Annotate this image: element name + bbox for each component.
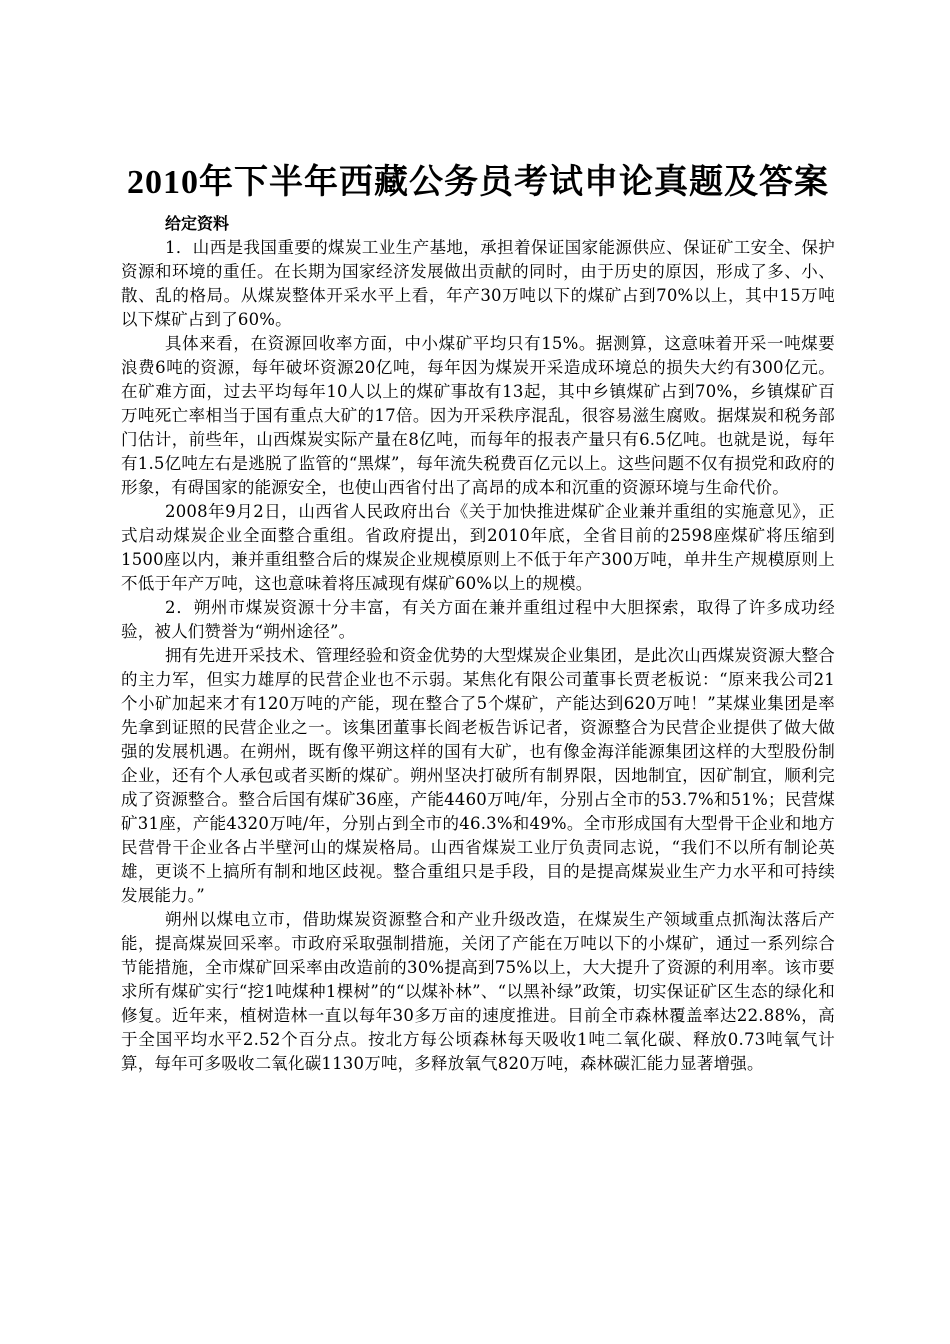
paragraph-3: 2008年9月2日，山西省人民政府出台《关于加快推进煤矿企业兼并重组的实施意见》，正式启动煤炭企业全面整合重组。省政府提出，到2010年底，全省目前的2598座煤矿将压缩到1500座以内，兼并重组整合后的煤炭企业规模原则上不低于年产300万吨，单井生产规模原则上不低于年产万吨，这也意味着将压减现有煤矿60%以上的规模。: [121, 502, 835, 593]
paragraph-2: 具体来看，在资源回收率方面，中小煤矿平均只有15%。据测算，这意味着开采一吨煤要浪费6吨的资源，每年破坏资源20亿吨，每年因为煤炭开采造成环境总的损失大约有300亿元。在矿难方面，过去平均每年10人以上的煤矿事故有13起，其中乡镇煤矿占到70%，乡镇煤矿百万吨死亡率相当于国有重点大矿的17倍。因为开采秩序混乱，很容易滋生腐败。据煤炭和税务部门估计，前些年，山西煤炭实际产量在8亿吨，而每年的报表产量只有6.5亿吨。也就是说，每年有1.5亿吨左右是逃脱了监管的“黑煤”，每年流失税费百亿元以上。这些问题不仅有损党和政府的形象，有碍国家的能源安全，也使山西省付出了高昂的成本和沉重的资源环境与生命代价。: [121, 334, 835, 497]
paragraph-6: 朔州以煤电立市，借助煤炭资源整合和产业升级改造，在煤炭生产领域重点抓淘汰落后产能，提高煤炭回采率。市政府采取强制措施，关闭了产能在万吨以下的小煤矿，通过一系列综合节能措施，全市煤矿回采率由改造前的30%提高到75%以上，大大提升了资源的利用率。该市要求所有煤矿实行“挖1吨煤种1棵树”的“以煤补林”、“以黑补绿”政策，切实保证矿区生态的绿化和修复。近年来，植树造林一直以每年30多万亩的速度推进。目前全市森林覆盖率达22.88%，高于全国平均水平2.52个百分点。按北方每公顷森林每天吸收1吨二氧化碳、释放0.73吨氧气计算，每年可多吸收二氧化碳1130万吨，多释放氧气820万吨，森林碳汇能力显著增强。: [121, 910, 835, 1073]
section-label: 给定资料: [165, 214, 230, 233]
paragraph-5: 拥有先进开采技术、管理经验和资金优势的大型煤炭企业集团，是此次山西煤炭资源大整合的主力军，但实力雄厚的民营企业也不示弱。某焦化有限公司董事长贾老板说：“原来我公司21个小矿加起来才有120万吨的产能，现在整合了5个煤矿，产能达到620万吨！”某煤业集团是率先拿到证照的民营企业之一。该集团董事长阎老板告诉记者，资源整合为民营企业提供了做大做强的发展机遇。在朔州，既有像平朔这样的国有大矿，也有像金海洋能源集团这样的大型股份制企业，还有个人承包或者买断的煤矿。朔州坚决打破所有制界限，因地制宜，因矿制宜，顺利完成了资源整合。整合后国有煤矿36座，产能4460万吨/年，分别占全市的53.7%和51%；民营煤矿31座，产能4320万吨/年，分别占到全市的46.3%和49%。全市形成国有大型骨干企业和地方民营骨干企业各占半壁河山的煤炭格局。山西省煤炭工业厅负责同志说，“我们不以所有制论英雄，更谈不上搞所有制和地区歧视。整合重组只是手段，目的是提高煤炭业生产力水平和可持续发展能力。”: [121, 646, 835, 905]
document-content: [121, 160, 835, 1076]
document-title: 2010年下半年西藏公务员考试申论真题及答案: [127, 164, 829, 201]
paragraph-4: 2．朔州市煤炭资源十分丰富，有关方面在兼并重组过程中大胆探索，取得了许多成功经验，被人们赞誉为“朔州途径”。: [121, 598, 835, 641]
paragraph-1: 1．山西是我国重要的煤炭工业生产基地，承担着保证国家能源供应、保证矿工安全、保护资源和环境的重任。在长期为国家经济发展做出贡献的同时，由于历史的原因，形成了多、小、散、乱的格局。从煤炭整体开采水平上看，年产30万吨以下的煤矿占到70%以上，其中15万吨以下煤矿占到了60%。: [121, 238, 835, 329]
